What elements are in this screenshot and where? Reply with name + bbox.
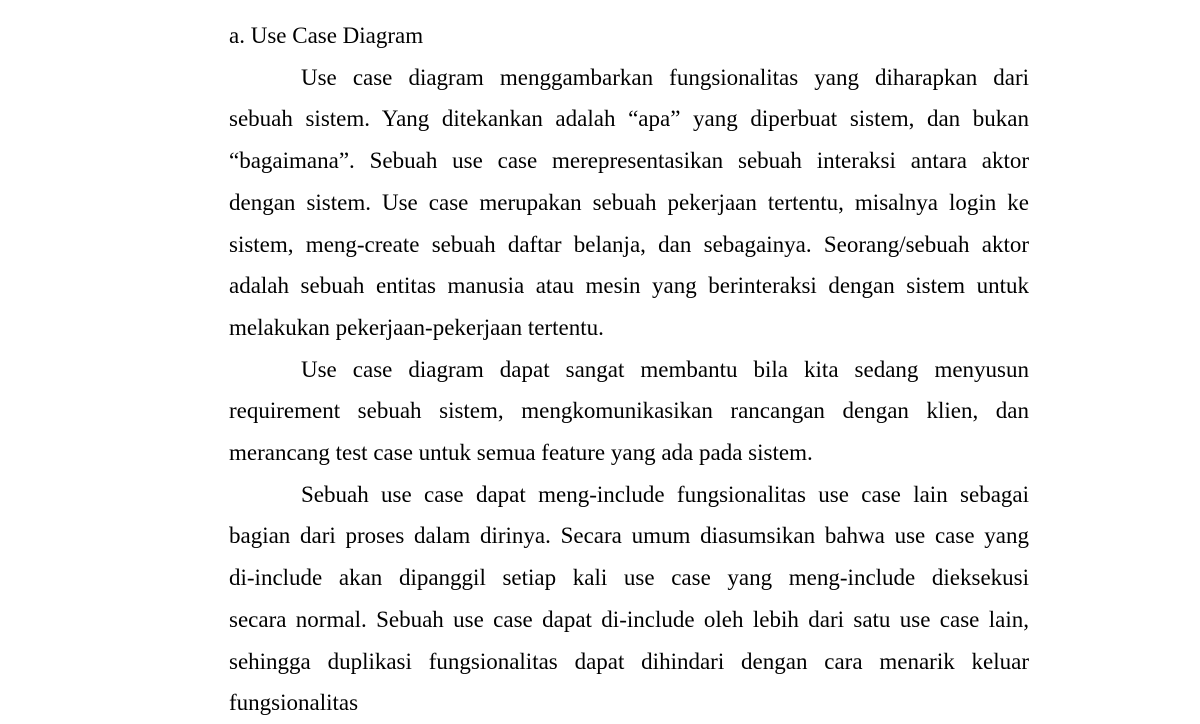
paragraph-line: fungsionalitas <box>229 690 359 716</box>
paragraph-1 <box>229 57 1029 349</box>
document-body <box>229 15 1029 724</box>
paragraph-line: di-include akan dipanggil setiap kali use case yang meng-include dieksekusi <box>229 565 1029 591</box>
paragraph-line: requirement sebuah sistem, mengkomunikasikan rancangan dengan klien, dan <box>229 398 1029 424</box>
paragraph-line: sistem, meng-create sebuah daftar belanja, dan sebagainya. Seorang/sebuah aktor <box>229 231 1029 257</box>
paragraph-line: bagian dari proses dalam dirinya. Secara umum diasumsikan bahwa use case yang <box>229 523 1029 549</box>
paragraph-line: “bagaimana”. Sebuah use case merepresentasikan sebuah interaksi antara aktor <box>229 148 1029 174</box>
paragraph-line: sebuah sistem. Yang ditekankan adalah “apa” yang diperbuat sistem, dan bukan <box>229 106 1029 132</box>
paragraph-line: melakukan pekerjaan-pekerjaan tertentu. <box>229 314 604 340</box>
paragraph-2 <box>229 349 1029 474</box>
paragraph-line: Use case diagram dapat sangat membantu bila kita sedang menyusun <box>301 356 1029 382</box>
section-heading: a. Use Case Diagram <box>229 23 424 48</box>
paragraph-line: adalah sebuah entitas manusia atau mesin yang berinteraksi dengan sistem untuk <box>229 273 1029 299</box>
paragraph-line: sehingga duplikasi fungsionalitas dapat dihindari dengan cara menarik keluar <box>229 648 1029 674</box>
paragraph-line: Sebuah use case dapat meng-include fungsionalitas use case lain sebagai <box>301 481 1029 507</box>
paragraph-line: merancang test case untuk semua feature yang ada pada sistem. <box>229 440 813 466</box>
paragraph-3 <box>229 474 1029 724</box>
paragraph-line: Use case diagram menggambarkan fungsionalitas yang diharapkan dari <box>301 64 1029 90</box>
paragraph-line: secara normal. Sebuah use case dapat di-include oleh lebih dari satu use case lain, <box>229 606 1029 632</box>
paragraph-line: dengan sistem. Use case merupakan sebuah pekerjaan tertentu, misalnya login ke <box>229 189 1029 215</box>
